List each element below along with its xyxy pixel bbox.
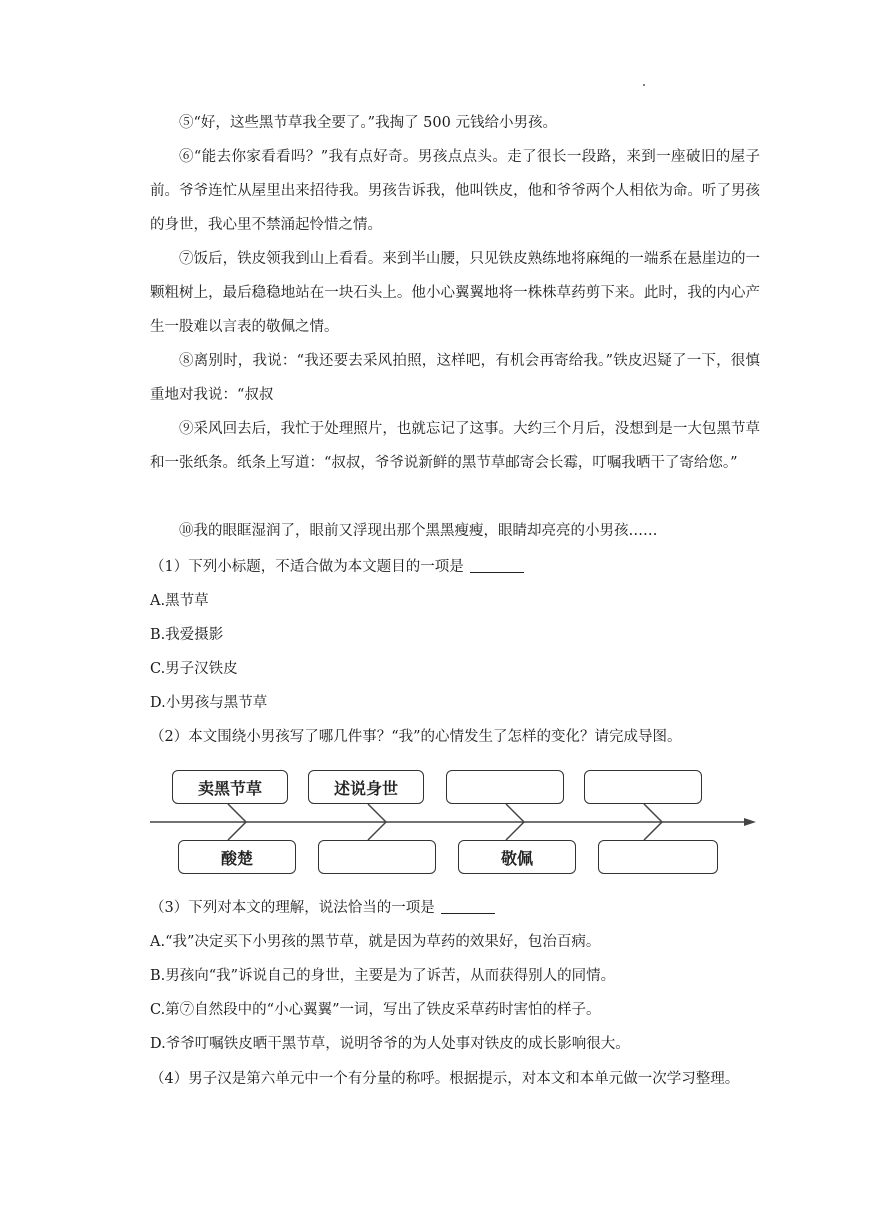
q3-option-d: D.爷爷叮嘱铁皮晒干黑节草，说明爷爷的为人处事对铁皮的成长影响很大。 — [150, 1036, 630, 1052]
mind-map-diagram — [150, 764, 760, 880]
q1-option-a: A.黑节草 — [150, 593, 209, 609]
feeling-box-2[interactable] — [318, 840, 436, 874]
paragraph-8: ⑧离别时，我说：“我还要去采风拍照，这样吧，有机会再寄给我。”铁皮迟疑了一下，很慎重地对我说：“叔叔 — [150, 353, 760, 403]
q3-option-c: C.第⑦自然段中的“小心翼翼”一词，写出了铁皮采草药时害怕的样子。 — [150, 1002, 601, 1018]
page-dot — [643, 84, 645, 86]
q1-option-c: C.男子汉铁皮 — [150, 661, 238, 677]
question-1-stem: （1）下列小标题，不适合做为本文题目的一项是 — [150, 557, 760, 577]
event-box-2: 述说身世 — [308, 770, 424, 804]
paragraph-5: ⑤“好，这些黑节草我全要了。”我掏了 500 元钱给小男孩。 — [179, 115, 557, 131]
answer-blank[interactable] — [441, 899, 495, 914]
q3-option-b: B.男孩向“我”诉说自己的身世，主要是为了诉苦，从而获得别人的同情。 — [150, 968, 616, 984]
question-4-stem: （4）男子汉是第六单元中一个有分量的称呼。根据提示，对本文和本单元做一次学习整理。 — [150, 1071, 740, 1087]
paragraph-10: ⑩我的眼眶湿润了，眼前又浮现出那个黑黑瘦瘦，眼睛却亮亮的小男孩…… — [179, 523, 658, 539]
paragraph-7: ⑦饭后，铁皮领我到山上看看。来到半山腰，只见铁皮熟练地将麻绳的一端系在悬崖边的一颗粗树上，最后稳稳地站在一块石头上。他小心翼翼地将一株株草药剪下来。此时，我的内心产生一股难以言表的敬佩之情。 — [150, 251, 760, 335]
q1-option-b: B.我爱摄影 — [150, 627, 224, 643]
answer-blank[interactable] — [470, 558, 524, 573]
arrow-head-icon — [744, 818, 756, 826]
feeling-box-1: 酸楚 — [178, 840, 296, 874]
question-2-stem: （2）本文围绕小男孩写了哪几件事？“我”的心情发生了怎样的变化？请完成导图。 — [150, 729, 682, 745]
paragraph-9: ⑨采风回去后，我忙于处理照片，也就忘记了这事。大约三个月后，没想到是一大包黑节草和一张纸条。纸条上写道：“叔叔，爷爷说新鲜的黑节草邮寄会长霉，叮嘱我晒干了寄给您。” — [150, 421, 760, 471]
paragraph-6: ⑥“能去你家看看吗？”我有点好奇。男孩点点头。走了很长一段路，来到一座破旧的屋子前。爷爷连忙从屋里出来招待我。男孩告诉我，他叫铁皮，他和爷爷两个人相依为命。听了男孩的身世，我心里不禁涌起怜惜之情。 — [150, 149, 760, 233]
question-3-stem: （3）下列对本文的理解，说法恰当的一项是 — [150, 898, 760, 918]
q1-option-d: D.小男孩与黑节草 — [150, 695, 268, 711]
feeling-box-3: 敬佩 — [458, 840, 576, 874]
event-box-3[interactable] — [446, 770, 564, 804]
event-box-4[interactable] — [584, 770, 702, 804]
event-box-1: 卖黑节草 — [172, 770, 288, 804]
q3-option-a: A.“我”决定买下小男孩的黑节草，就是因为草药的效果好，包治百病。 — [150, 934, 601, 950]
feeling-box-4[interactable] — [598, 840, 718, 874]
